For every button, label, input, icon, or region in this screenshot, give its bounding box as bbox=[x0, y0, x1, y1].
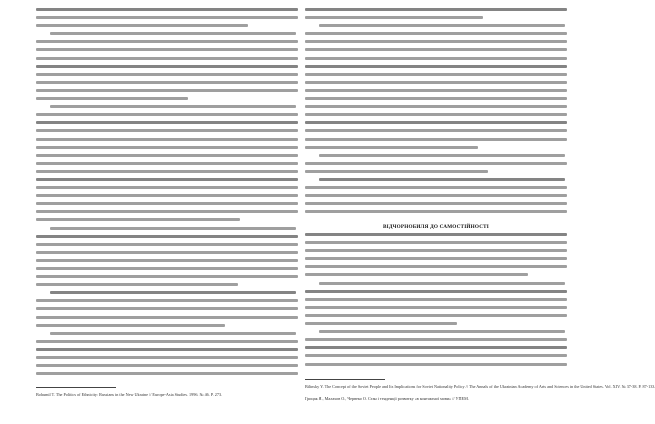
redacted-text-line bbox=[36, 8, 298, 11]
redacted-text-line bbox=[36, 267, 298, 270]
redacted-text-line bbox=[36, 154, 298, 157]
redacted-text-line bbox=[36, 138, 298, 141]
redacted-text-line bbox=[36, 89, 298, 92]
redacted-text-line bbox=[36, 364, 298, 367]
redacted-text-line bbox=[305, 298, 567, 301]
redacted-text-line bbox=[305, 314, 567, 317]
redacted-text-line bbox=[305, 48, 567, 51]
redacted-text-line bbox=[305, 57, 567, 60]
redacted-text-line bbox=[36, 218, 240, 221]
redacted-text-line bbox=[36, 186, 298, 189]
redacted-text-line bbox=[36, 275, 298, 278]
redacted-text-line bbox=[305, 202, 567, 205]
redacted-text-line bbox=[305, 97, 567, 100]
redacted-text-line bbox=[36, 283, 238, 286]
redacted-text-line bbox=[36, 210, 298, 213]
redacted-text-line bbox=[36, 162, 298, 165]
redacted-text-line bbox=[36, 113, 298, 116]
redacted-text-line bbox=[305, 129, 567, 132]
redacted-text-line bbox=[305, 306, 567, 309]
redacted-text-line bbox=[36, 57, 298, 60]
left-footnote: Bohumil T. The Politics of Ethnicity: Russians in the New Ukraine // Europe-Asia Studies. 1996. № 46. P. 273. bbox=[36, 392, 223, 397]
redacted-text-line bbox=[50, 227, 296, 230]
redacted-text-line bbox=[36, 121, 298, 124]
redacted-text-line bbox=[36, 307, 298, 310]
redacted-text-line bbox=[36, 235, 298, 238]
redacted-text-line bbox=[305, 194, 567, 197]
redacted-text-line bbox=[36, 178, 298, 181]
redacted-text-line bbox=[319, 154, 565, 157]
redacted-text-line bbox=[36, 81, 298, 84]
redacted-text-line bbox=[305, 65, 567, 68]
redacted-text-line bbox=[305, 146, 478, 149]
redacted-text-line bbox=[36, 251, 298, 254]
redacted-text-line bbox=[36, 324, 225, 327]
redacted-text-line bbox=[305, 363, 567, 366]
right-footnote-1: Bilinsky Y. The Concept of the Soviet People and Its Implications for Soviet Nationality Policy // The Annals of the Ukrainian Academy of Arts and Sciences in the United States. Vol. XIV. № 37-38. P. 87-133. bbox=[305, 384, 655, 389]
redacted-text-line bbox=[50, 32, 296, 35]
redacted-text-line bbox=[36, 146, 298, 149]
redacted-text-line bbox=[305, 105, 567, 108]
redacted-text-line bbox=[36, 73, 298, 76]
redacted-text-line bbox=[36, 340, 298, 343]
redacted-text-line bbox=[36, 24, 248, 27]
redacted-text-line bbox=[305, 354, 567, 357]
right-footnote-rule bbox=[305, 379, 385, 380]
redacted-text-line bbox=[305, 322, 457, 325]
redacted-text-line bbox=[36, 170, 298, 173]
redacted-text-line bbox=[36, 16, 298, 19]
left-footnote-rule bbox=[36, 387, 116, 388]
redacted-text-line bbox=[36, 129, 298, 132]
redacted-text-line bbox=[36, 243, 298, 246]
redacted-text-line bbox=[36, 65, 298, 68]
redacted-text-line bbox=[305, 273, 528, 276]
redacted-text-line bbox=[305, 138, 567, 141]
redacted-text-line bbox=[305, 8, 567, 11]
redacted-text-line bbox=[305, 338, 567, 341]
redacted-text-line bbox=[319, 24, 565, 27]
redacted-text-line bbox=[305, 233, 567, 236]
redacted-text-line bbox=[305, 290, 567, 293]
redacted-text-line bbox=[305, 186, 567, 189]
redacted-text-line bbox=[305, 241, 567, 244]
redacted-text-line bbox=[305, 40, 567, 43]
redacted-text-line bbox=[319, 178, 565, 181]
redacted-text-line bbox=[305, 210, 567, 213]
redacted-text-line bbox=[319, 330, 565, 333]
left-column-body-text bbox=[36, 8, 298, 380]
section-heading: ВІДЧОРНОБИЛЯ ДО САМОСТІЙНОСТІ bbox=[382, 224, 490, 230]
redacted-text-line bbox=[305, 162, 567, 165]
redacted-text-line bbox=[305, 32, 567, 35]
redacted-text-line bbox=[305, 113, 567, 116]
redacted-text-line bbox=[305, 257, 567, 260]
redacted-text-line bbox=[305, 249, 567, 252]
redacted-text-line bbox=[305, 89, 567, 92]
redacted-text-line bbox=[305, 121, 567, 124]
redacted-text-line bbox=[305, 73, 567, 76]
redacted-text-line bbox=[36, 202, 298, 205]
right-column-body-text bbox=[305, 8, 567, 218]
redacted-text-line bbox=[36, 48, 298, 51]
redacted-text-line bbox=[36, 372, 298, 375]
redacted-text-line bbox=[50, 105, 296, 108]
redacted-text-line bbox=[50, 291, 296, 294]
redacted-text-line bbox=[36, 356, 298, 359]
redacted-text-line bbox=[36, 97, 188, 100]
redacted-text-line bbox=[305, 16, 483, 19]
redacted-text-line bbox=[36, 316, 298, 319]
right-footnote-2: Грицак Я., Малахов О., Червеко О. Стан і тенденції розвитку «в контактної мови» // УПЕМ. bbox=[305, 396, 469, 401]
redacted-text-line bbox=[36, 40, 298, 43]
redacted-text-line bbox=[305, 170, 488, 173]
redacted-text-line bbox=[305, 81, 567, 84]
right-column-body-text-lower bbox=[305, 233, 567, 371]
redacted-text-line bbox=[36, 348, 298, 351]
redacted-text-line bbox=[36, 259, 298, 262]
redacted-text-line bbox=[36, 194, 298, 197]
redacted-text-line bbox=[36, 299, 298, 302]
redacted-text-line bbox=[319, 282, 565, 285]
redacted-text-line bbox=[305, 265, 567, 268]
redacted-text-line bbox=[50, 332, 296, 335]
redacted-text-line bbox=[305, 346, 567, 349]
